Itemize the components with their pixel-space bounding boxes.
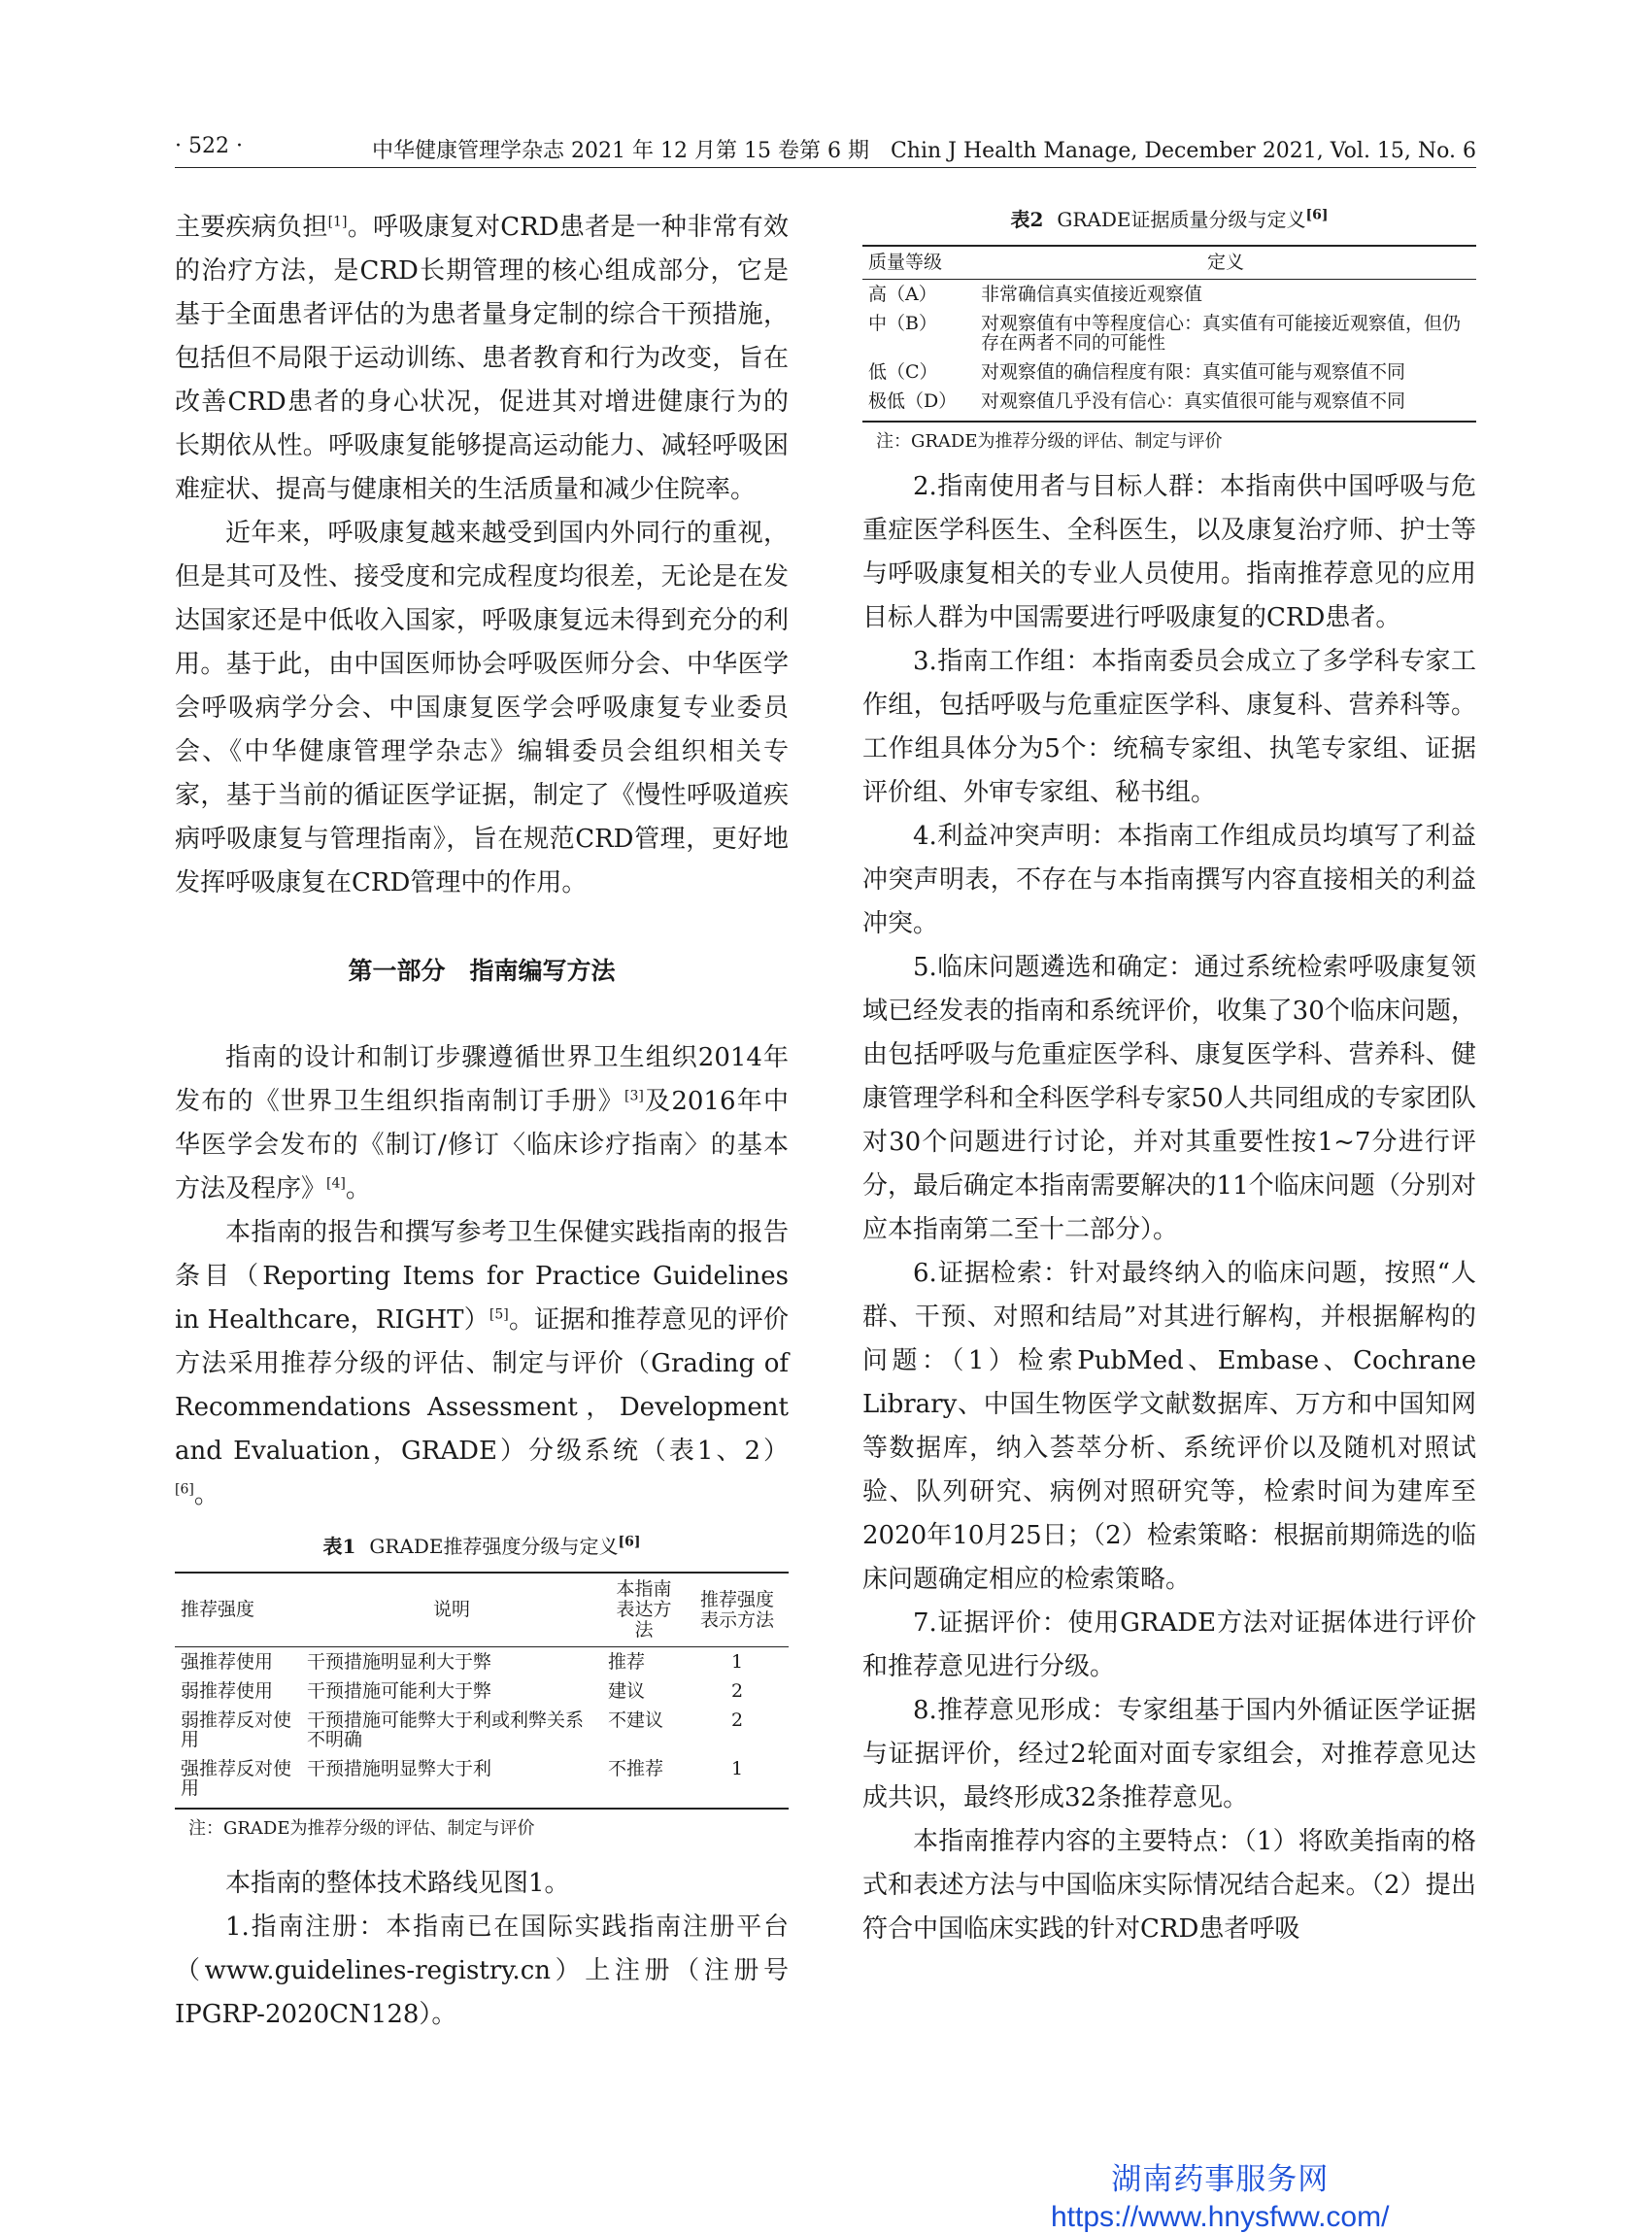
page-number: · 522 · [175, 134, 243, 158]
paragraph-clinical-questions: 5.临床问题遴选和确定：通过系统检索呼吸康复领域已经发表的指南和系统评价，收集了30个临床问题，由包括呼吸与危重症医学科、康复医学科、营养科、健康管理学科和全科医学科专家50人共同组成的专家团队对30个问题进行讨论，并对其重要性按1~7分进行评分，最后确定本指南需要解决的11个临床问题（分别对应本指南第二至十二部分）。 [862, 953, 1476, 1244]
paragraph-target-users: 2.指南使用者与目标人群：本指南供中国呼吸与危重症医学科医生、全科医生，以及康复治疗师、护士等与呼吸康复相关的专业人员使用。指南推荐意见的应用目标人群为中国需要进行呼吸康复的CRD患者。 [862, 472, 1476, 632]
table2-caption: 表2 GRADE证据质量分级与定义[6] [1010, 207, 1329, 231]
paragraph-reporting: 本指南的报告和撰写参考卫生保健实践指南的报告条目（Reporting Items for Practice Guidelines in Healthcare，RIGHT）[5]。证据和推荐意见的评价方法采用推荐分级的评估、制定与评价（Grading of Recommendations Assessment，Development and Evaluation，GRADE）分级系统（表1、2）[6]。 [175, 1218, 789, 1509]
citation-ref[interactable]: [3] [624, 1088, 644, 1104]
table2-note: 注：GRADE为推荐分级的评估、制定与评价 [876, 431, 1223, 452]
table-row: 强推荐反对使用 干预措施明显弊大于利 不推荐 1 [175, 1754, 789, 1809]
table-row: 强推荐使用 干预措施明显利大于弊 推荐 1 [181, 1651, 744, 1673]
table2-header-cell: 定义 [975, 246, 1476, 280]
table1-header-cell: 说明 [301, 1573, 602, 1647]
site-watermark [1051, 2162, 1389, 2234]
table-row: 中（B） 对观察值有中等程度信心：真实值有可能接近观察值，但仍存在两者不同的可能性 [868, 313, 1462, 354]
citation-ref[interactable]: [5] [489, 1306, 509, 1323]
table2-block [862, 206, 1476, 454]
journal-citation: 中华健康管理学杂志 2021 年 12 月第 15 卷第 6 期 Chin J Health Manage, December 2021, Vol. 15, No. 6 [372, 139, 1476, 163]
citation-ref[interactable]: [4] [326, 1175, 346, 1192]
paragraph-background: 近年来，呼吸康复越来越受到国内外同行的重视，但是其可及性、接受度和完成程度均很差，无论是在发达国家还是中低收入国家，呼吸康复远未得到充分的利用。基于此，由中国医师协会呼吸医师分会、中华医学会呼吸病学分会、中国康复医学会呼吸康复专业委员会、《中华健康管理学杂志》编辑委员会组织相关专家，基于当前的循证医学证据，制定了《慢性呼吸道疾病呼吸康复与管理指南》，旨在规范CRD管理，更好地发挥呼吸康复在CRD管理中的作用。 [175, 519, 789, 897]
right-column [862, 206, 1476, 1951]
table1-header-cell: 推荐强度 [175, 1573, 301, 1647]
table-row: 弱推荐使用 干预措施可能利大于弊 建议 2 [181, 1680, 744, 1702]
section-heading-block [175, 905, 789, 1036]
table-row: 极低（D） 对观察值几乎没有信心：真实值很可能与观察值不同 [862, 387, 1476, 422]
table2-grade-evidence [862, 245, 1476, 423]
citation-ref[interactable]: [1] [327, 214, 348, 230]
paragraph-evidence-evaluation: 7.证据评价：使用GRADE方法对证据体进行评价和推荐意见进行分级。 [862, 1608, 1476, 1681]
table-row: 低（C） 对观察值的确信程度有限：真实值可能与观察值不同 [868, 361, 1406, 383]
right-paragraphs [862, 465, 1476, 1951]
left-column [175, 206, 789, 2037]
citation-ref[interactable]: [6] [175, 1481, 194, 1498]
table1-header-cell: 本指南表达方法 [602, 1573, 686, 1647]
table-row: 弱推荐反对使用 干预措施可能弊大于利或利弊关系不明确 不建议 2 [181, 1709, 744, 1750]
table-row: 高（A） 非常确信真实值接近观察值 [868, 284, 1203, 305]
table1-block [175, 1533, 789, 1841]
watermark-url-link[interactable]: https://www.hnysfww.com/ [1051, 2201, 1390, 2233]
paragraph-registration: 1.指南注册：本指南已在国际实践指南注册平台（www.guidelines-registry.cn）上注册（注册号IPGRP-2020CN128）。 [175, 1912, 789, 2029]
paragraph-roadmap: 本指南的整体技术路线见图1。 [225, 1869, 570, 1898]
table2-header-cell: 质量等级 [862, 246, 975, 280]
table1-caption: 表1 GRADE推荐强度分级与定义[6] [322, 1534, 641, 1558]
header-rule [175, 167, 1476, 168]
table1-note: 注：GRADE为推荐分级的评估、制定与评价 [188, 1818, 535, 1839]
paragraph-main-features: 本指南推荐内容的主要特点：（1）将欧美指南的格式和表述方法与中国临床实际情况结合起来。（2）提出符合中国临床实践的针对CRD患者呼吸 [862, 1827, 1476, 1944]
watermark-name: 湖南药事服务网 [1111, 2162, 1330, 2196]
paragraph-conflict-of-interest: 4.利益冲突声明：本指南工作组成员均填写了利益冲突声明表，不存在与本指南撰写内容直接相关的利益冲突。 [862, 822, 1476, 938]
paragraph-evidence-search: 6.证据检索：针对最终纳入的临床问题，按照“人群、干预、对照和结局”对其进行解构，并根据解构的问题：（1）检索PubMed、Embase、Cochrane Library、中国生物医学文献数据库、万方和中国知网等数据库，纳入荟萃分析、系统评价以及随机对照试验、队列研究、病例对照研究等，检索时间为建库至2020年10月25日；（2）检索策略：根据前期筛选的临床问题确定相应的检索策略。 [862, 1259, 1476, 1594]
paragraph-recommendation-formation: 8.推荐意见形成：专家组基于国内外循证医学证据与证据评价，经过2轮面对面专家组会，对推荐意见达成共识，最终形成32条推荐意见。 [862, 1696, 1476, 1812]
running-header [175, 134, 1476, 167]
table1-header-cell: 推荐强度表示方法 [686, 1573, 789, 1647]
section-title: 第一部分 指南编写方法 [348, 957, 616, 985]
paragraph-working-group: 3.指南工作组：本指南委员会成立了多学科专家工作组，包括呼吸与危重症医学科、康复科、营养科等。工作组具体分为5个：统稿专家组、执笔专家组、证据评价组、外审专家组、秘书组。 [862, 647, 1476, 807]
table1-grade-recommendation [175, 1572, 789, 1810]
paragraph-intro-continued: 主要疾病负担[1]。呼吸康复对CRD患者是一种非常有效的治疗方法，是CRD长期管理的核心组成部分，它是基于全面患者评估的为患者量身定制的综合干预措施，包括但不局限于运动训练、患者教育和行为改变，旨在改善CRD患者的身心状况，促进其对增进健康行为的长期依从性。呼吸康复能够提高运动能力、减轻呼吸困难症状、提高与健康相关的生活质量和减少住院率。 [175, 213, 789, 504]
paragraph-methods: 指南的设计和制订步骤遵循世界卫生组织2014年发布的《世界卫生组织指南制订手册》[3]及2016年中华医学会发布的《制订/修订〈临床诊疗指南〉的基本方法及程序》[4]。 [175, 1043, 789, 1203]
